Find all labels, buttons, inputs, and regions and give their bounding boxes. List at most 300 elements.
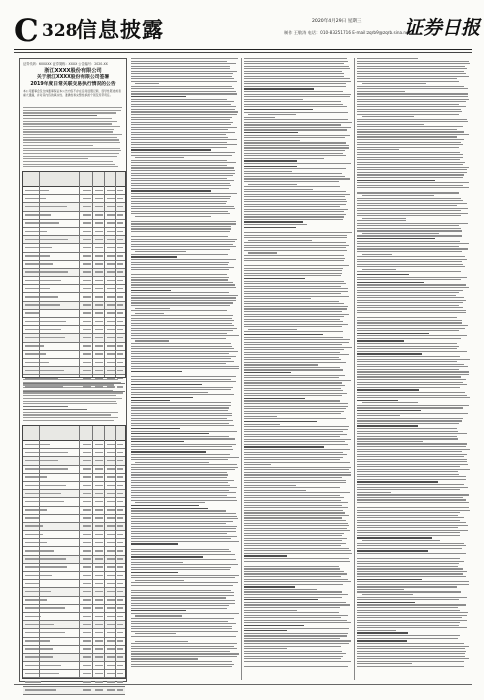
text-line: [135, 83, 159, 84]
text-line: [244, 482, 346, 483]
text-line: [135, 633, 176, 634]
table-row: [23, 687, 125, 695]
text-line: [244, 408, 346, 409]
text-line: [244, 58, 347, 59]
text-line: [244, 235, 347, 236]
text-line: [23, 131, 113, 132]
text-line: [244, 255, 344, 256]
text-line: [244, 454, 347, 455]
text-line: [131, 221, 236, 222]
text-line: [244, 334, 323, 335]
text-line: [244, 548, 349, 549]
text-line: [244, 550, 351, 551]
text-line: [244, 311, 342, 312]
text-line: [357, 230, 462, 231]
text-line: [244, 507, 348, 508]
text-line: [131, 218, 227, 219]
text-line: [357, 481, 438, 482]
text-line: [357, 322, 462, 323]
text-line: [131, 577, 235, 578]
text-line: [357, 615, 467, 616]
text-line: [244, 467, 351, 468]
text-line: [131, 188, 229, 189]
text-line: [357, 333, 429, 334]
text-line: [131, 521, 233, 522]
text-line: [131, 88, 234, 89]
announcement-block: [19, 58, 127, 682]
text-line: [357, 119, 467, 120]
text-line: [131, 608, 227, 609]
text-line: [357, 96, 468, 97]
text-line: [244, 658, 341, 659]
text-line: [362, 402, 418, 403]
text-line: [131, 223, 236, 224]
text-line: [23, 112, 116, 113]
text-line: [131, 661, 232, 662]
text-line: [131, 666, 232, 667]
text-line: [357, 198, 461, 199]
text-line: [131, 402, 231, 403]
text-line: [131, 203, 226, 204]
text-line: [244, 176, 345, 177]
text-line: [357, 371, 469, 372]
text-line: [357, 353, 422, 354]
text-line: [131, 325, 234, 326]
text-line: [244, 502, 348, 503]
text-line: [131, 500, 237, 501]
text-line: [357, 109, 461, 110]
text-line: [244, 268, 343, 269]
text-line: [131, 559, 236, 560]
text-line: [244, 106, 347, 107]
text-line: [23, 414, 111, 415]
text-line: [244, 352, 340, 353]
text-line: [131, 472, 227, 473]
text-line: [244, 230, 350, 231]
text-line: [131, 274, 227, 275]
text-line: [244, 640, 351, 641]
text-line: [357, 174, 464, 175]
text-line: [244, 158, 324, 159]
text-line: [244, 651, 342, 652]
text-line: [357, 149, 399, 150]
text-line: [357, 454, 467, 455]
text-line: [244, 258, 345, 259]
text-line: [357, 284, 466, 285]
text-line: [357, 312, 466, 313]
announcement-header: [20, 59, 126, 97]
text-line: [244, 510, 343, 511]
text-line: [357, 499, 466, 500]
text-line: [244, 112, 348, 113]
text-line: [131, 407, 229, 408]
text-line: [131, 454, 230, 455]
text-line: [23, 158, 88, 159]
text-line: [131, 356, 236, 357]
text-line: [131, 346, 232, 347]
text-line: [244, 301, 339, 302]
text-line: [244, 260, 344, 261]
section-badge: C: [14, 13, 39, 49]
text-line: [131, 282, 233, 283]
text-line: [244, 411, 344, 412]
text-line: [131, 592, 234, 593]
text-line: [244, 137, 345, 138]
text-line: [135, 580, 183, 581]
text-line: [357, 400, 398, 401]
text-line: [357, 410, 421, 411]
text-line: [357, 287, 469, 288]
text-line: [131, 636, 236, 637]
text-line: [23, 390, 113, 391]
text-line: [244, 591, 342, 592]
text-line: [244, 633, 348, 634]
text-line: [131, 400, 170, 401]
text-line: [135, 216, 210, 217]
text-line: [244, 576, 341, 577]
text-line: [357, 374, 469, 375]
text-line: [362, 269, 396, 270]
text-line: [131, 441, 184, 442]
text-line: [244, 99, 303, 100]
text-line: [244, 119, 348, 120]
text-line: [131, 556, 203, 557]
text-line: [23, 395, 116, 396]
text-line: [357, 177, 463, 178]
text-line: [244, 441, 345, 442]
text-line: [357, 602, 415, 603]
text-line: [244, 219, 343, 220]
text-line: [244, 326, 342, 327]
text-line: [131, 328, 237, 329]
text-line: [131, 526, 237, 527]
text-line: [131, 457, 239, 458]
text-line: [131, 510, 226, 511]
text-line: [357, 361, 457, 362]
text-line: [244, 538, 347, 539]
text-line: [23, 156, 117, 157]
text-line: [244, 638, 340, 639]
text-line: [131, 603, 235, 604]
text-line: [357, 548, 462, 549]
text-line: [131, 381, 236, 382]
text-line: [131, 165, 227, 166]
text-line: [357, 157, 463, 158]
text-line: [244, 630, 287, 631]
text-line: [244, 579, 348, 580]
text-line: [244, 78, 350, 79]
text-line: [131, 518, 238, 519]
text-line: [244, 319, 340, 320]
text-line: [244, 337, 343, 338]
text-line: [357, 464, 468, 465]
text-line: [131, 415, 232, 416]
text-line: [131, 63, 236, 64]
text-line: [244, 147, 349, 148]
text-line: [362, 83, 426, 84]
text-line: [131, 394, 234, 395]
text-line: [357, 348, 457, 349]
text-line: [357, 663, 412, 664]
text-line: [244, 186, 340, 187]
text-line: [357, 610, 460, 611]
text-line: [357, 515, 458, 516]
text-line: [357, 320, 462, 321]
text-line: [357, 456, 464, 457]
text-line: [131, 643, 237, 644]
text-line: [357, 101, 466, 102]
text-line: [244, 663, 348, 664]
text-line: [131, 353, 229, 354]
text-line: [131, 61, 227, 62]
text-line: [244, 132, 298, 133]
text-line: [244, 520, 346, 521]
text-line: [357, 264, 463, 265]
text-line: [244, 191, 346, 192]
masthead: [14, 13, 481, 49]
text-line: [244, 324, 348, 325]
text-line: [244, 303, 344, 304]
text-line: [244, 545, 341, 546]
text-line: [357, 76, 469, 77]
text-line: [131, 119, 230, 120]
text-line: [357, 142, 461, 143]
text-line: [131, 58, 238, 59]
text-line: [135, 308, 170, 309]
text-line: [357, 208, 468, 209]
text-line: [131, 446, 232, 447]
text-line: [357, 563, 459, 564]
text-line: [131, 623, 236, 624]
text-line: [244, 568, 340, 569]
text-line: [131, 149, 211, 150]
text-line: [244, 109, 313, 110]
text-line: [357, 66, 465, 67]
text-line: [244, 349, 344, 350]
text-line: [131, 585, 233, 586]
text-line: [357, 527, 458, 528]
text-line: [244, 216, 344, 217]
text-line: [357, 225, 459, 226]
text-line: [131, 392, 208, 393]
text-line: [244, 535, 342, 536]
text-line: [131, 335, 239, 336]
text-line: [131, 656, 237, 657]
text-line: [357, 640, 407, 641]
text-line: [357, 656, 465, 657]
text-line: [131, 368, 239, 369]
text-line: [244, 607, 340, 608]
text-line: [244, 400, 340, 401]
text-line: [244, 497, 344, 498]
text-line: [244, 586, 295, 587]
text-line: [244, 275, 341, 276]
text-line: [357, 376, 461, 377]
text-line: [244, 140, 300, 141]
text-line: [131, 638, 228, 639]
text-line: [362, 540, 440, 541]
text-line: [244, 101, 341, 102]
text-line: [131, 315, 233, 316]
text-line: [244, 490, 306, 491]
text-line: [357, 71, 464, 72]
text-line: [244, 439, 351, 440]
text-line: [244, 76, 344, 77]
text-line: [131, 78, 234, 79]
text-line: [244, 211, 344, 212]
text-line: [244, 129, 347, 130]
text-line: [131, 451, 206, 452]
text-line: [23, 387, 114, 388]
text-line: [357, 328, 465, 329]
text-line: [23, 118, 112, 119]
text-line: [131, 134, 226, 135]
text-line: [357, 124, 424, 125]
text-line: [131, 371, 182, 372]
text-line: [23, 107, 122, 108]
text-line: [244, 421, 317, 422]
text-line: [23, 153, 119, 154]
text-line: [23, 134, 122, 135]
text-line: [131, 423, 229, 424]
text-line: [244, 416, 277, 417]
text-line: [244, 245, 349, 246]
text-line: [244, 563, 352, 564]
text-line: [244, 296, 349, 297]
text-line: [357, 584, 469, 585]
text-line: [244, 602, 346, 603]
text-line: [357, 203, 467, 204]
text-line: [357, 661, 464, 662]
text-line: [244, 163, 351, 164]
text-line: [244, 142, 346, 143]
text-line: [244, 66, 349, 67]
text-line: [357, 152, 460, 153]
text-line: [357, 185, 463, 186]
text-line: [131, 508, 208, 509]
text-line: [131, 431, 237, 432]
text-line: [244, 505, 342, 506]
text-line: [244, 620, 347, 621]
text-line: [131, 533, 227, 534]
text-line: [357, 489, 460, 490]
text-line: [131, 180, 234, 181]
text-line: [357, 61, 469, 62]
text-line: [244, 117, 275, 118]
text-line: [357, 266, 465, 267]
text-line: [357, 484, 464, 485]
text-line: [357, 134, 469, 135]
text-line: [131, 582, 238, 583]
text-line: [357, 579, 422, 580]
text-line: [131, 600, 235, 601]
text-line: [244, 178, 350, 179]
text-line: [131, 361, 234, 362]
text-line: [131, 91, 236, 92]
text-line: [23, 384, 114, 385]
text-line: [357, 295, 456, 296]
text-line: [357, 525, 468, 526]
text-line: [357, 630, 396, 631]
text-line: [357, 530, 468, 531]
text-line: [357, 443, 467, 444]
text-line: [357, 449, 470, 450]
text-line: [23, 137, 117, 138]
text-line: [357, 106, 466, 107]
text-line: [357, 274, 409, 275]
text-line: [357, 167, 469, 168]
text-line: [244, 68, 350, 69]
text-line: [23, 123, 112, 124]
text-line: [131, 152, 235, 153]
text-line: [357, 187, 469, 188]
text-line: [357, 635, 460, 636]
text-column-2: [244, 58, 352, 680]
text-line: [244, 406, 348, 407]
text-line: [357, 497, 463, 498]
text-line: [244, 316, 344, 317]
text-line: [357, 505, 467, 506]
text-line: [244, 153, 343, 154]
text-line: [244, 444, 348, 445]
text-line: [23, 142, 120, 143]
text-line: [244, 308, 347, 309]
page-number: 328: [42, 21, 78, 41]
text-line: [362, 116, 414, 117]
text-line: [357, 556, 458, 557]
text-line: [244, 540, 342, 541]
text-line: [357, 622, 460, 623]
company-name: 浙江XXXX股份有限公司: [44, 68, 102, 75]
text-line: [357, 220, 406, 221]
text-line: [244, 646, 341, 647]
text-line: [131, 295, 238, 296]
text-line: [244, 553, 352, 554]
text-line: [244, 293, 341, 294]
text-line: [244, 224, 307, 225]
related-transactions-table-2: [22, 425, 126, 679]
text-line: [131, 487, 237, 488]
text-line: [244, 375, 345, 376]
text-line: [357, 325, 468, 326]
text-line: [131, 193, 237, 194]
text-line: [244, 265, 349, 266]
text-line: [244, 83, 346, 84]
text-line: [23, 409, 87, 410]
text-line: [244, 61, 348, 62]
text-line: [244, 339, 350, 340]
text-line: [244, 525, 349, 526]
text-line: [244, 480, 346, 481]
text-line: [244, 661, 351, 662]
text-line: [357, 99, 469, 100]
text-line: [244, 555, 287, 556]
announcement-body-text: [23, 107, 123, 167]
text-line: [131, 469, 235, 470]
text-line: [357, 91, 405, 92]
text-line: [131, 104, 231, 105]
text-line: [357, 451, 462, 452]
text-line: [131, 68, 230, 69]
text-line: [131, 96, 186, 97]
text-line: [131, 538, 231, 539]
text-line: [244, 648, 287, 649]
text-line: [357, 581, 469, 582]
text-line: [244, 604, 350, 605]
text-line: [357, 407, 463, 408]
text-line: [357, 246, 459, 247]
announcement-title-1: 关于浙江XXXX股份有限公司签署: [36, 75, 110, 81]
